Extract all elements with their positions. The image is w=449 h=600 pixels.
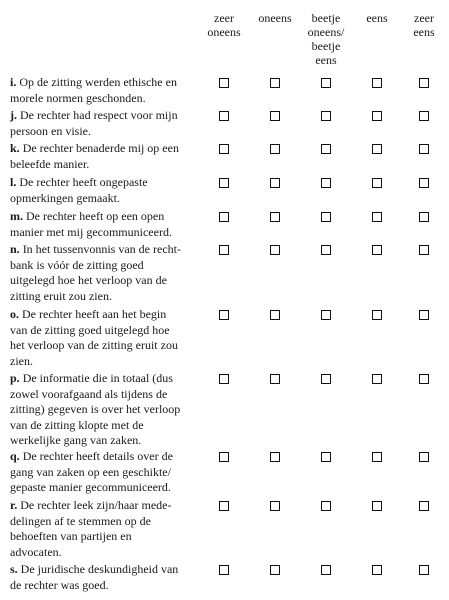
question-statement: De rechter benaderde mij op een beleefde manier. [10, 141, 179, 171]
answer-checkbox[interactable] [219, 212, 229, 222]
answer-checkbox[interactable] [419, 245, 429, 255]
answer-checkbox[interactable] [372, 245, 382, 255]
answer-checkbox[interactable] [219, 144, 229, 154]
answer-checkbox[interactable] [419, 501, 429, 511]
answer-checkbox[interactable] [321, 374, 331, 384]
question-letter: j. [10, 108, 17, 122]
answer-checkbox[interactable] [219, 245, 229, 255]
answer-checkbox[interactable] [419, 452, 429, 462]
column-header-neutral: beetje oneens/ beetje eens [307, 11, 345, 67]
answer-checkbox[interactable] [270, 310, 280, 320]
answer-checkbox[interactable] [419, 310, 429, 320]
answer-checkbox[interactable] [219, 452, 229, 462]
question-text [10, 562, 192, 593]
question-letter: o. [10, 307, 19, 321]
answer-checkbox[interactable] [321, 501, 331, 511]
answer-checkbox[interactable] [270, 452, 280, 462]
answer-checkbox[interactable] [219, 178, 229, 188]
column-header-zeer-eens: zeer eens [413, 11, 435, 39]
question-letter: m. [10, 209, 23, 223]
answer-checkbox[interactable] [321, 245, 331, 255]
question-statement: In het tussenvonnis van de recht- bank is vóór de zitting goed uitgelegd hoe het verloop van de zitting eruit zou zien. [10, 242, 181, 303]
question-letter: l. [10, 175, 17, 189]
answer-checkbox[interactable] [321, 178, 331, 188]
answer-checkbox[interactable] [372, 144, 382, 154]
answer-checkbox[interactable] [372, 374, 382, 384]
question-letter: i. [10, 75, 17, 89]
question-letter: k. [10, 141, 20, 155]
answer-checkbox[interactable] [219, 374, 229, 384]
answer-checkbox[interactable] [270, 245, 280, 255]
answer-checkbox[interactable] [321, 78, 331, 88]
question-text [10, 209, 192, 240]
question-text [10, 141, 192, 172]
question-text [10, 242, 192, 304]
answer-checkbox[interactable] [321, 144, 331, 154]
question-letter: q. [10, 449, 20, 463]
answer-checkbox[interactable] [419, 374, 429, 384]
question-letter: n. [10, 242, 20, 256]
question-statement: De juridische deskundigheid van de rechter was goed. [10, 562, 179, 592]
question-text [10, 75, 192, 106]
answer-checkbox[interactable] [270, 374, 280, 384]
answer-checkbox[interactable] [219, 111, 229, 121]
column-header-zeer-oneens: zeer oneens [207, 11, 241, 39]
answer-checkbox[interactable] [219, 310, 229, 320]
question-statement: De rechter heeft aan het begin van de zitting goed uitgelegd hoe het verloop van de zitting eruit zou zien. [10, 307, 178, 368]
scale-header [0, 11, 449, 71]
answer-checkbox[interactable] [321, 452, 331, 462]
question-statement: Op de zitting werden ethische en morele normen geschonden. [10, 75, 177, 105]
answer-checkbox[interactable] [321, 310, 331, 320]
answer-checkbox[interactable] [419, 144, 429, 154]
answer-checkbox[interactable] [419, 178, 429, 188]
answer-checkbox[interactable] [321, 565, 331, 575]
answer-checkbox[interactable] [270, 501, 280, 511]
question-statement: De rechter leek zijn/haar mede- delingen af te stemmen op de behoeften van partijen en advocaten. [10, 498, 172, 559]
question-text [10, 371, 192, 449]
answer-checkbox[interactable] [372, 178, 382, 188]
answer-checkbox[interactable] [219, 78, 229, 88]
question-text [10, 449, 192, 496]
answer-checkbox[interactable] [321, 111, 331, 121]
question-text [10, 307, 192, 369]
answer-checkbox[interactable] [270, 78, 280, 88]
answer-checkbox[interactable] [270, 144, 280, 154]
question-statement: De rechter heeft ongepaste opmerkingen gemaakt. [10, 175, 148, 205]
answer-checkbox[interactable] [419, 78, 429, 88]
answer-checkbox[interactable] [372, 310, 382, 320]
answer-checkbox[interactable] [321, 212, 331, 222]
answer-checkbox[interactable] [372, 565, 382, 575]
answer-checkbox[interactable] [419, 565, 429, 575]
question-text [10, 175, 192, 206]
answer-checkbox[interactable] [419, 212, 429, 222]
answer-checkbox[interactable] [270, 111, 280, 121]
column-header-oneens: oneens [258, 11, 292, 25]
answer-checkbox[interactable] [270, 212, 280, 222]
question-text [10, 108, 192, 139]
answer-checkbox[interactable] [219, 565, 229, 575]
answer-checkbox[interactable] [372, 452, 382, 462]
answer-checkbox[interactable] [372, 212, 382, 222]
answer-checkbox[interactable] [270, 178, 280, 188]
answer-checkbox[interactable] [219, 501, 229, 511]
question-letter: r. [10, 498, 18, 512]
question-statement: De rechter had respect voor mijn persoon en visie. [10, 108, 178, 138]
question-letter: p. [10, 371, 20, 385]
answer-checkbox[interactable] [372, 111, 382, 121]
column-header-eens: eens [366, 11, 388, 25]
question-statement: De rechter heeft details over de gang van zaken op een geschikte/ gepaste manier gecommuniceerd. [10, 449, 173, 494]
answer-checkbox[interactable] [419, 111, 429, 121]
question-statement: De informatie die in totaal (dus zowel voorafgaand als tijdens de zitting) gegeven is over het verloop van de zitting klopte met de werkelijke gang van zaken. [10, 371, 181, 447]
answer-checkbox[interactable] [372, 78, 382, 88]
question-text [10, 498, 192, 560]
question-letter: s. [10, 562, 18, 576]
answer-checkbox[interactable] [372, 501, 382, 511]
question-statement: De rechter heeft op een open manier met mij gecommuniceerd. [10, 209, 172, 239]
answer-checkbox[interactable] [270, 565, 280, 575]
